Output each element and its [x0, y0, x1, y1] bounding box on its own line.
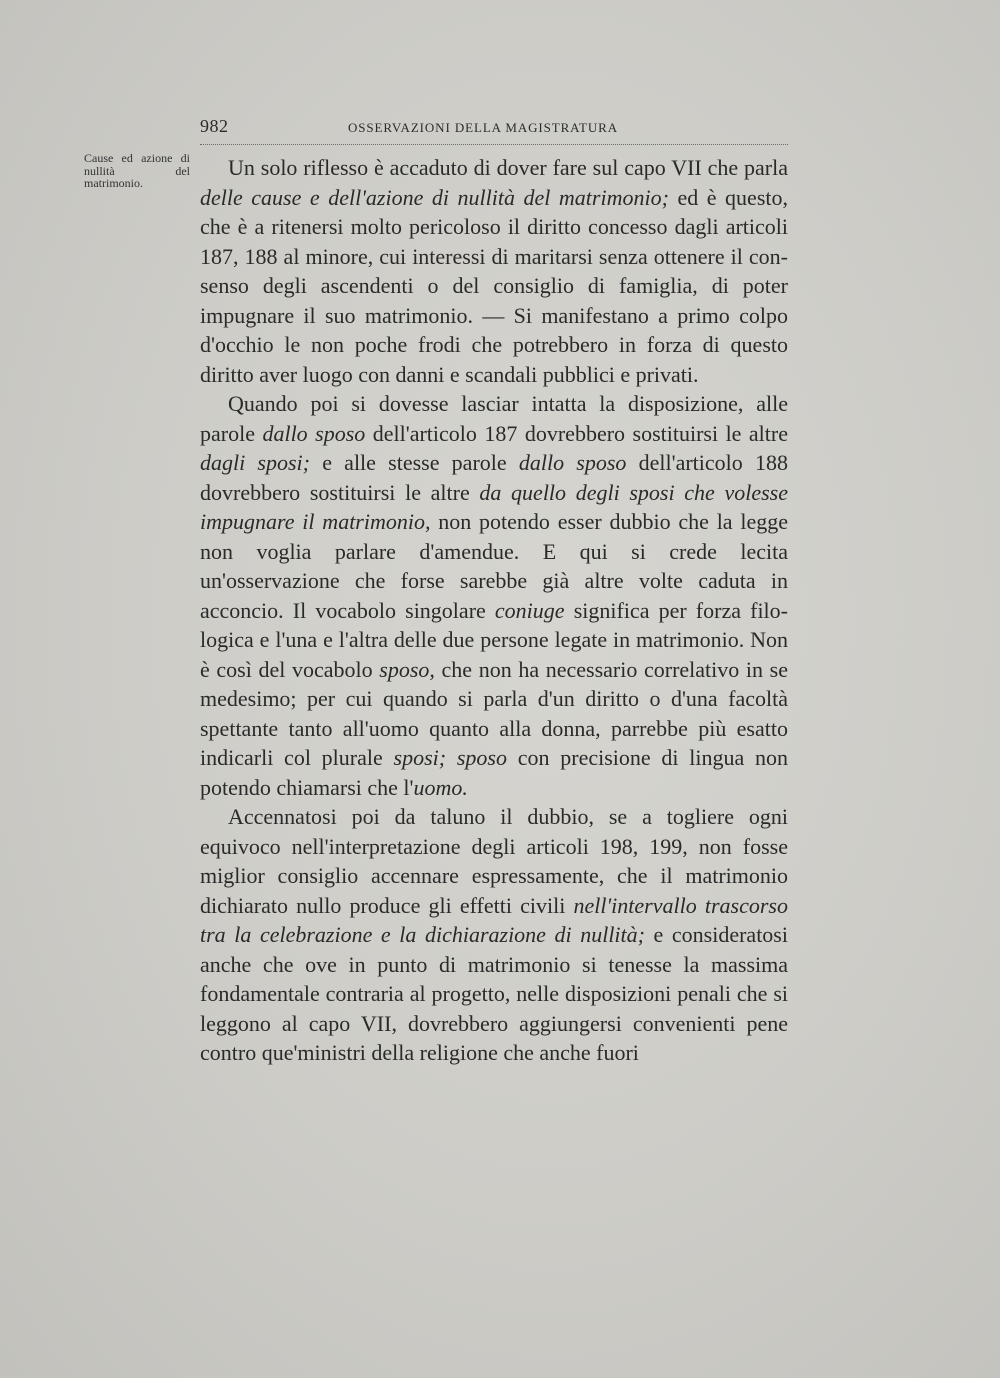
italic-run: sposi; sposo — [393, 745, 507, 770]
text-run: significa per forza filologica e l'una e l'altra delle due persone legate in matrimonio. Non è così del vocabolo — [200, 597, 788, 682]
paragraph — [200, 389, 788, 802]
page-number: 982 — [200, 116, 229, 136]
body-text — [200, 153, 788, 1068]
text-run: Accennatosi poi da taluno il dubbio, se a togliere ogni equivoco nell'interpretazione degli articoli 198, 199, non fosse miglior consiglio accennare espressamente, che il matrimonio dichiarato nullo produce gli effetti civili — [200, 804, 788, 918]
page-header — [200, 114, 788, 145]
text-run: non potendo esser dubbio che la legge non voglia parlare d'amendue. E qui si crede lecita un'osservazione che forse sarebbe già altre volte caduta in acconcio. Il vocabolo singolare — [200, 509, 788, 623]
text-run: ed è questo, che è a ritenersi molto pericoloso il diritto concesso dagli articoli 187, 188 al minore, cui interessi di maritarsi senza ottenere il consenso degli ascendenti o del consiglio di famiglia, di poter impugnare il suo matrimonio. — Si manifestano a primo colpo d'occhio le non poche frodi che potrebbero in forza di questo diritto aver luogo con danni e scandali pubblici e privati. — [200, 184, 788, 387]
italic-run: delle cause e dell'azione di nullità del matrimonio; — [200, 184, 669, 210]
text-run: dell'articolo 187 dovrebbero sostituirsi le altre — [365, 420, 788, 446]
text-run: e consideratosi anche che ove in punto di matrimonio si tenesse la massima fondamentale contraria al progetto, nelle disposizioni penali che si leggono al capo VII, dovrebbero aggiungersi convenienti pene contro que'ministri della religione che anche fuori — [200, 922, 788, 1065]
italic-run: dagli sposi; — [200, 450, 310, 475]
text-run: e alle stesse parole — [310, 450, 519, 475]
text-run: che non ha necessario correlativo in se medesimo; per cui quando si parla d'un diritto o d'una facoltà spettante tanto all'uomo quanto alla donna, parrebbe più esatto indicarli col plurale — [200, 656, 788, 770]
margin-note: Cause ed azione di nullità del matrimonio. — [84, 151, 190, 190]
italic-run: sposo, — [379, 656, 435, 682]
text-run: Quando poi si dovesse lasciar intatta la disposizione, alle parole — [200, 391, 788, 446]
italic-run: coniuge — [494, 597, 565, 623]
running-head: OSSERVAZIONI DELLA MAGISTRATURA — [348, 120, 619, 135]
paragraph — [200, 153, 788, 389]
text-run: con precisione di lingua non potendo chiamarsi che l' — [200, 745, 788, 800]
italic-run: dallo sposo — [518, 450, 627, 475]
italic-run: dallo sposo — [262, 420, 366, 446]
italic-run: uomo. — [413, 774, 468, 800]
italic-run: nell'intervallo trascorso tra la celebrazione e la dichiarazione di nullità; — [200, 892, 788, 947]
text-run: Un solo riflesso è accaduto di dover fare sul capo VII che parla — [228, 155, 788, 180]
paragraph — [200, 802, 788, 1068]
italic-run: da quello degli sposi che volesse impugnare il matrimonio, — [200, 479, 788, 534]
text-run: dell'articolo 188 dovrebbero sostituirsi le altre — [200, 450, 788, 505]
